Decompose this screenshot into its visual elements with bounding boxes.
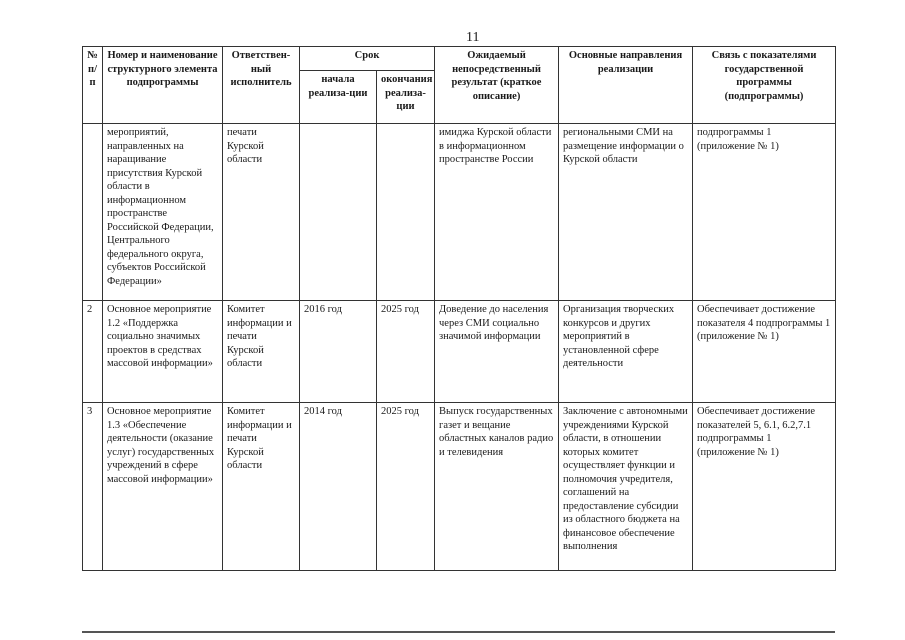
row-end: 2025 год: [377, 301, 435, 403]
header-num: № п/п: [83, 47, 103, 124]
row-link: подпрограммы 1 (приложение № 1): [693, 124, 836, 301]
row-num: [83, 124, 103, 301]
header-element: Номер и наименование структурного элемента подпрограммы: [103, 47, 223, 124]
row-result: Выпуск государственных газет и вещание областных каналов радио и телевидения: [435, 403, 559, 571]
header-link: Связь с показателями государственной программы (подпрограммы): [693, 47, 836, 124]
header-result: Ожидаемый непосредственный результат (краткое описание): [435, 47, 559, 124]
row-element: Основное мероприятие 1.3 «Обеспечение деятельности (оказание услуг) государственных учреждений в сфере массовой информации»: [103, 403, 223, 571]
row-responsible: Комитет информации и печати Курской области: [223, 301, 300, 403]
header-term-start: начала реализа-ции: [300, 71, 377, 124]
row-element: Основное мероприятие 1.2 «Поддержка социально значимых проектов в средствах массовой информации»: [103, 301, 223, 403]
header-directions: Основные направления реализации: [559, 47, 693, 124]
row-start: 2016 год: [300, 301, 377, 403]
header-term-end: окончания реализа-ции: [377, 71, 435, 124]
row-directions: Организация творческих конкурсов и других мероприятий в установленной сфере деятельности: [559, 301, 693, 403]
page-bottom-line: [82, 631, 835, 633]
header-row: [83, 47, 836, 71]
table-row: [83, 124, 836, 301]
header-responsible: Ответствен-ный исполнитель: [223, 47, 300, 124]
row-end: [377, 124, 435, 301]
row-start: 2014 год: [300, 403, 377, 571]
row-link: Обеспечивает достижение показателей 5, 6.1, 6.2,7.1 подпрограммы 1 (приложение № 1): [693, 403, 836, 571]
row-num: 3: [83, 403, 103, 571]
row-num: 2: [83, 301, 103, 403]
table-row: [83, 301, 836, 403]
row-end: 2025 год: [377, 403, 435, 571]
table-row: [83, 403, 836, 571]
row-responsible: печати Курской области: [223, 124, 300, 301]
header-term: Срок: [300, 47, 435, 71]
row-directions: Заключение с автономными учреждениями Курской области, в отношении которых комитет осуществляет функции и полномочия учредителя, соглашений на предоставление субсидии из областного бюджета на финансовое обеспечение выполнения: [559, 403, 693, 571]
row-result: имиджа Курской области в информационном пространстве России: [435, 124, 559, 301]
page-number: 11: [466, 30, 480, 45]
row-result: Доведение до населения через СМИ социально значимой информации: [435, 301, 559, 403]
subprogram-table: [82, 46, 836, 571]
row-responsible: Комитет информации и печати Курской области: [223, 403, 300, 571]
row-directions: региональными СМИ на размещение информации о Курской области: [559, 124, 693, 301]
row-element: мероприятий, направленных на наращивание присутствия Курской области в информационном пространстве Российской Федерации, Центрального федерального округа, субъектов Российской Федерации»: [103, 124, 223, 301]
row-link: Обеспечивает достижение показателя 4 подпрограммы 1 (приложение № 1): [693, 301, 836, 403]
row-start: [300, 124, 377, 301]
